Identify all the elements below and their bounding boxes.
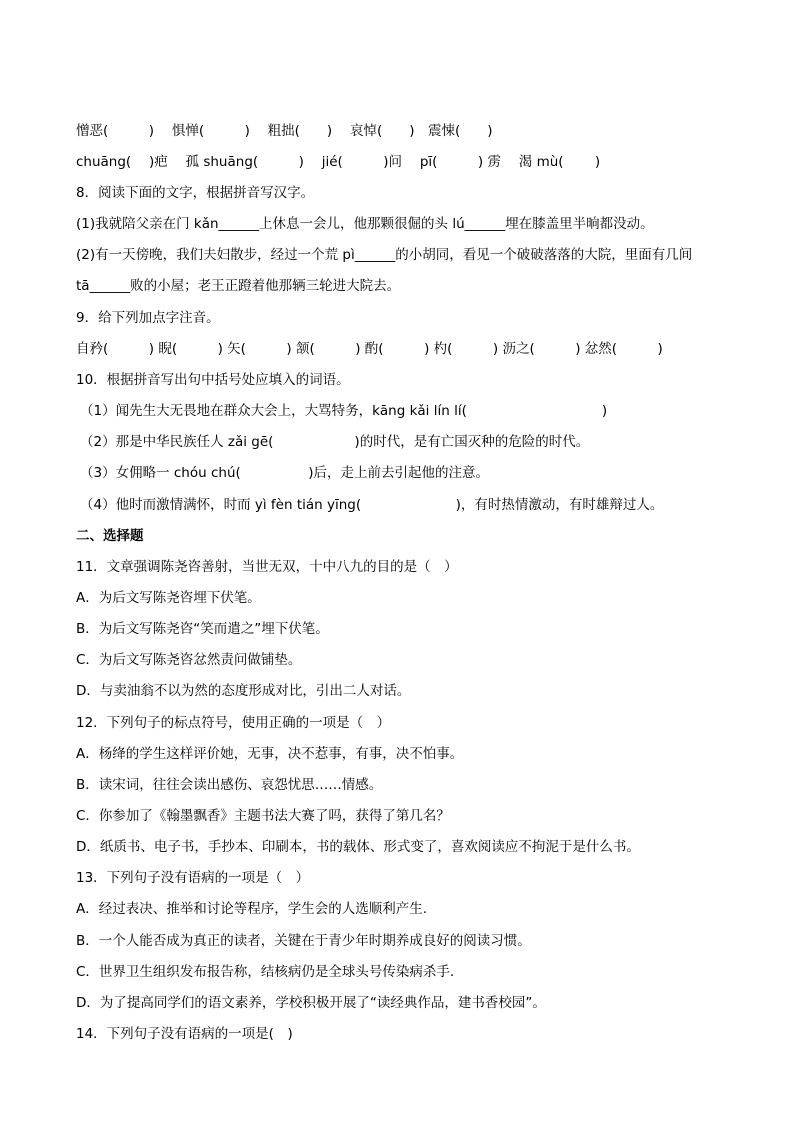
question-11-option-a: A．为后文写陈尧咨埋下伏笔。 (76, 590, 261, 606)
question-8-item-2: (2)有一天傍晚，我们夫妇散步，经过一个荒 pì______的小胡同，看见一个破破落落的大院，里面有几间 (76, 247, 693, 263)
question-13-option-d: D．为了提高同学们的语文素养，学校积极开展了“读经典作品，建书香校园”。 (76, 995, 546, 1011)
question-13-option-c: C．世界卫生组织发布报告称，结核病仍是全球头号传染病杀手. (76, 964, 455, 980)
question-13-option-a: A．经过表决、推举和讨论等程序，学生会的人选顺利产生. (76, 901, 428, 917)
question-10-title: 10．根据拼音写出句中括号处应填入的词语。 (76, 372, 350, 388)
question-8-item-2-cont: tā______败的小屋；老王正蹬着他那辆三轮进大院去。 (76, 278, 401, 294)
question-9-title: 9．给下列加点字注音。 (76, 310, 220, 326)
question-8-title: 8．阅读下面的文字，根据拼音写汉字。 (76, 185, 315, 201)
question-12-title: 12．下列句子的标点符号，使用正确的一项是（ ） (76, 715, 391, 731)
question-12-option-d: D．纸质书、电子书，手抄本、印刷本，书的载体、形式变了，喜欢阅读应不拘泥于是什么书。 (76, 839, 640, 855)
question-12-option-b: B．读宋词，往往会读出感伤、哀怨忧思……情感。 (76, 777, 383, 793)
question-8-item-1: (1)我就陪父亲在门 kǎn______上休息一会儿，他那颗很倔的头 lú______埋在膝盖里半晌都没动。 (76, 216, 654, 232)
question-10-item-4: （4）他时而激情满怀，时而 yì fèn tián yīng( )，有时热情激动，有时雄辩过人。 (80, 497, 664, 513)
question-11-title: 11．文章强调陈尧咨善射，当世无双，十中八九的目的是（ ） (76, 559, 458, 575)
question-10-item-2: （2）那是中华民族任人 zǎi gē( )的时代，是有亡国灭种的危险的时代。 (80, 434, 590, 450)
question-11-option-b: B．为后文写陈尧咨“笑而遣之”埋下伏笔。 (76, 621, 329, 637)
vocab-line-pinyin: chuāng( )疤 孤 shuāng( ) jié( )问 pī( ) 雳 渴 mù( ) (76, 154, 601, 170)
section-heading-choice: 二、选择题 (76, 528, 144, 544)
question-9-items: 自矜( ) 睨( ) 矢( ) 颔( ) 酌( ) 杓( ) 沥之( ) 忿然( ) (76, 341, 663, 357)
question-11-option-c: C．为后文写陈尧咨忿然责问做铺垫。 (76, 652, 302, 668)
question-13-option-b: B．一个人能否成为真正的读者，关键在于青少年时期养成良好的阅读习惯。 (76, 933, 531, 949)
vocab-line-words: 憎恶( ) 惧惮( ) 粗拙( ) 哀悼( ) 震悚( ) (76, 123, 493, 139)
question-14-title: 14．下列句子没有语病的一项是( ) (76, 1026, 293, 1042)
question-13-title: 13．下列句子没有语病的一项是（ ） (76, 870, 310, 886)
question-12-option-c: C．你参加了《翰墨飘香》主题书法大赛了吗，获得了第几名？ (76, 808, 450, 824)
question-10-item-1: （1）闻先生大无畏地在群众大会上，大骂特务，kāng kǎi lín lí( ) (80, 403, 608, 419)
question-12-option-a: A．杨绛的学生这样评价她，无事，决不惹事，有事，决不怕事。 (76, 746, 464, 762)
question-11-option-d: D．与卖油翁不以为然的态度形成对比，引出二人对话。 (76, 683, 411, 699)
question-10-item-3: （3）女佣略一 chóu chú( )后，走上前去引起他的注意。 (80, 465, 490, 481)
